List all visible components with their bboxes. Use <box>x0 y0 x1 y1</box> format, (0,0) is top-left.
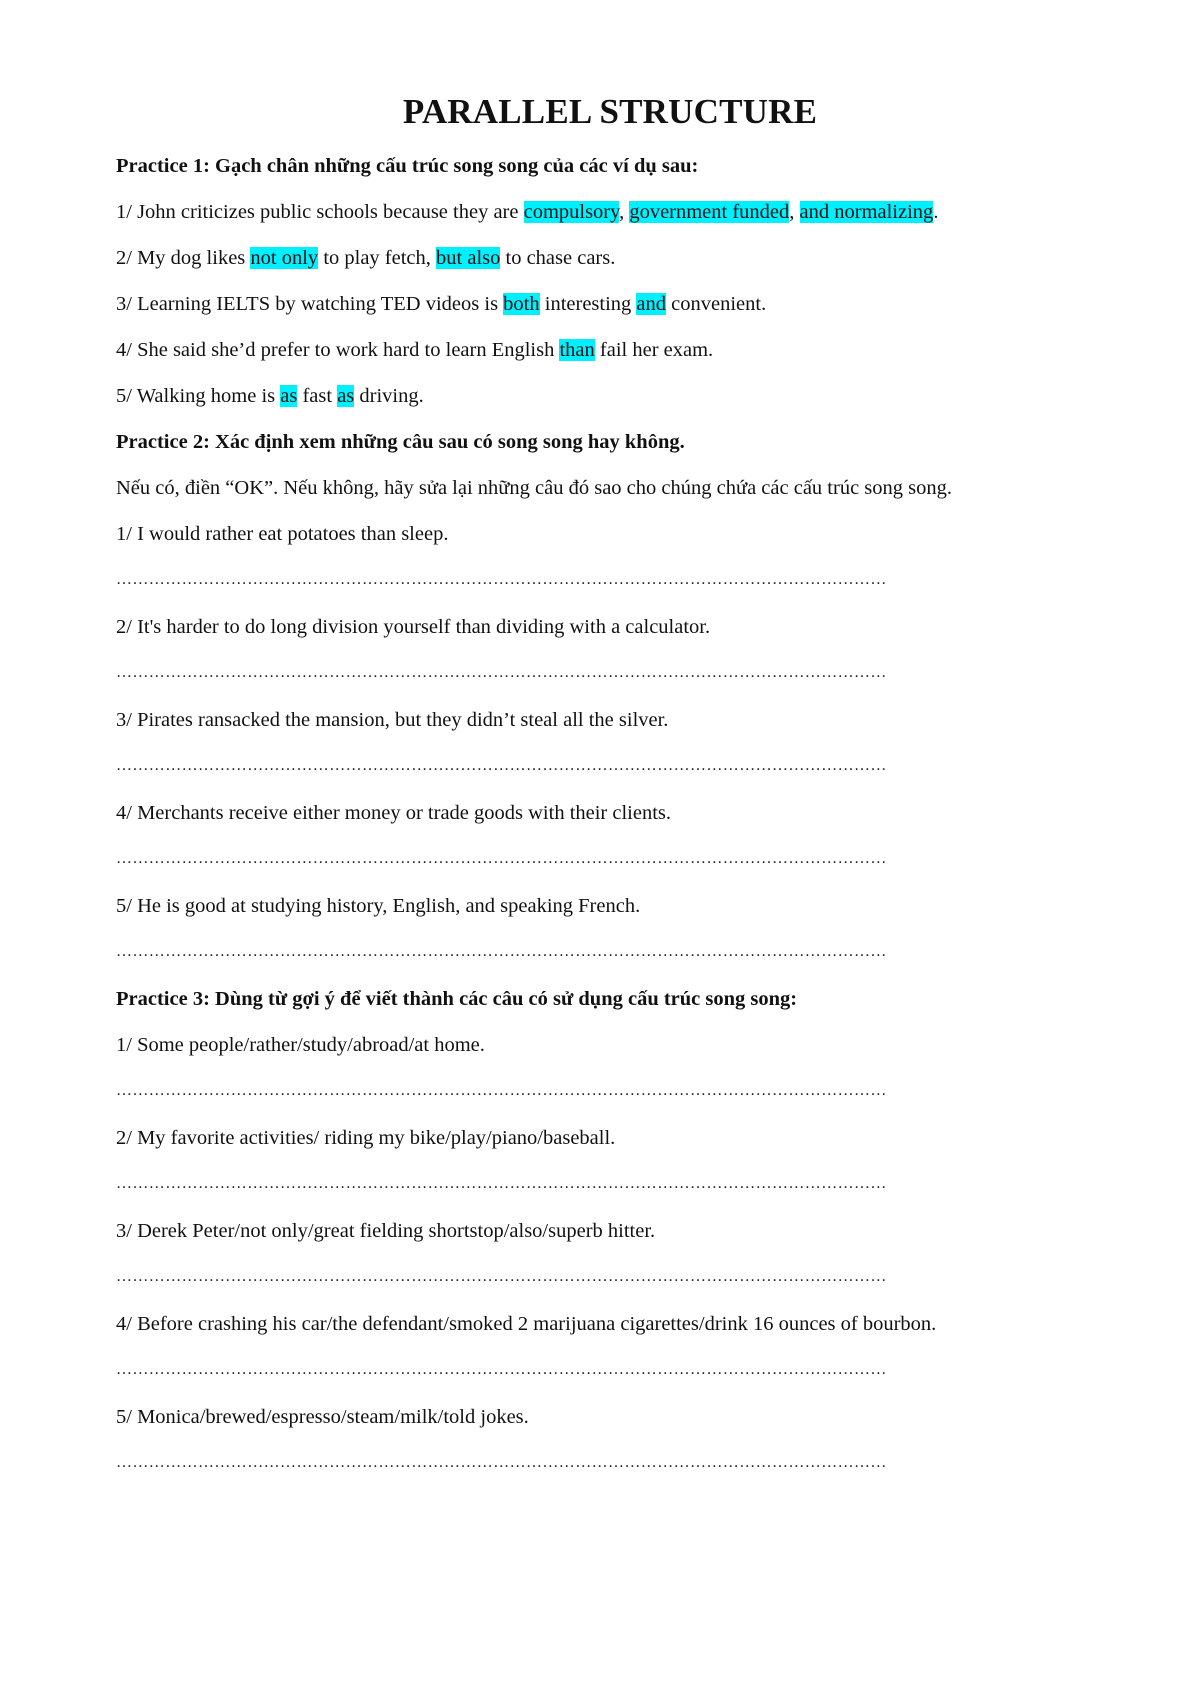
practice-2-instruction: Nếu có, điền “OK”. Nếu không, hãy sửa lại những câu đó sao cho chúng chứa các cấu trúc song song. <box>116 477 952 499</box>
sentence-text: to play fetch, <box>318 247 437 269</box>
sentence-text: 5/ Walking home is <box>116 385 281 407</box>
highlighted-phrase: government funded <box>629 201 790 223</box>
highlighted-phrase: both <box>503 293 540 315</box>
answer-line[interactable]: …………………………………………………………………………………………………………………………… <box>116 1175 887 1192</box>
practice-1-example <box>116 333 1096 379</box>
highlighted-phrase: not only <box>250 247 319 269</box>
exercise-sentence: 2/ It's harder to do long division yourself than dividing with a calculator. <box>116 616 711 638</box>
worksheet-page <box>116 92 1096 1493</box>
exercise-sentence: 4/ Before crashing his car/the defendant/smoked 2 marijuana cigarettes/drink 16 ounces of bourbon. <box>116 1313 937 1335</box>
sentence-text: 4/ She said she’d prefer to work hard to learn English <box>116 339 560 361</box>
practice-2-heading: Practice 2: Xác định xem những câu sau có song song hay không. <box>116 431 685 453</box>
highlighted-phrase: and normalizing <box>799 201 934 223</box>
practice-1-heading: Practice 1: Gạch chân những cấu trúc song song của các ví dụ sau: <box>116 155 699 177</box>
highlighted-phrase: as <box>337 385 355 407</box>
answer-line[interactable]: …………………………………………………………………………………………………………………………… <box>116 1268 887 1285</box>
exercise-sentence: 5/ He is good at studying history, English, and speaking French. <box>116 895 641 917</box>
sentence-text: convenient. <box>666 293 767 315</box>
highlighted-phrase: as <box>280 385 298 407</box>
practice-3-section <box>116 982 1096 1493</box>
highlighted-phrase: than <box>559 339 595 361</box>
answer-line[interactable]: …………………………………………………………………………………………………………………………… <box>116 757 887 774</box>
exercise-sentence: 2/ My favorite activities/ riding my bike/play/piano/baseball. <box>116 1127 616 1149</box>
practice-3-exercises <box>116 1028 1096 1493</box>
exercise-sentence: 4/ Merchants receive either money or trade goods with their clients. <box>116 802 672 824</box>
sentence-text: 2/ My dog likes <box>116 247 251 269</box>
answer-line[interactable]: …………………………………………………………………………………………………………………………… <box>116 571 887 588</box>
sentence-text: to chase cars. <box>500 247 616 269</box>
exercise-sentence: 3/ Derek Peter/not only/great fielding shortstop/also/superb hitter. <box>116 1220 656 1242</box>
highlighted-phrase: and <box>636 293 667 315</box>
sentence-text: . <box>933 201 939 223</box>
sentence-text: fast <box>297 385 338 407</box>
sentence-text: 1/ John criticizes public schools because they are <box>116 201 524 223</box>
practice-1-examples <box>116 195 1096 425</box>
exercise-sentence: 1/ I would rather eat potatoes than sleep. <box>116 523 449 545</box>
sentence-text: driving. <box>354 385 424 407</box>
sentence-text: 3/ Learning IELTS by watching TED videos is <box>116 293 504 315</box>
practice-1-example <box>116 287 1096 333</box>
answer-line[interactable]: …………………………………………………………………………………………………………………………… <box>116 943 887 960</box>
sentence-text: , <box>789 201 800 223</box>
answer-line[interactable]: …………………………………………………………………………………………………………………………… <box>116 1454 887 1471</box>
practice-1-example <box>116 195 1096 241</box>
sentence-text: interesting <box>539 293 637 315</box>
answer-line[interactable]: …………………………………………………………………………………………………………………………… <box>116 664 887 681</box>
exercise-sentence: 5/ Monica/brewed/espresso/steam/milk/told jokes. <box>116 1406 529 1428</box>
exercise-sentence: 3/ Pirates ransacked the mansion, but they didn’t steal all the silver. <box>116 709 669 731</box>
highlighted-phrase: but also <box>436 247 501 269</box>
practice-1-example <box>116 379 1096 425</box>
sentence-text: , <box>619 201 630 223</box>
answer-line[interactable]: …………………………………………………………………………………………………………………………… <box>116 850 887 867</box>
answer-line[interactable]: …………………………………………………………………………………………………………………………… <box>116 1082 887 1099</box>
practice-1-example <box>116 241 1096 287</box>
exercise-sentence: 1/ Some people/rather/study/abroad/at home. <box>116 1034 485 1056</box>
highlighted-phrase: compulsory <box>523 201 620 223</box>
practice-2-exercises <box>116 517 1096 982</box>
sentence-text: fail her exam. <box>594 339 714 361</box>
practice-3-heading: Practice 3: Dùng từ gợi ý để viết thành các câu có sử dụng cấu trúc song song: <box>116 988 798 1010</box>
answer-line[interactable]: …………………………………………………………………………………………………………………………… <box>116 1361 887 1378</box>
practice-2-section <box>116 425 1096 982</box>
page-title: PARALLEL STRUCTURE <box>402 92 818 131</box>
practice-1-section <box>116 149 1096 425</box>
